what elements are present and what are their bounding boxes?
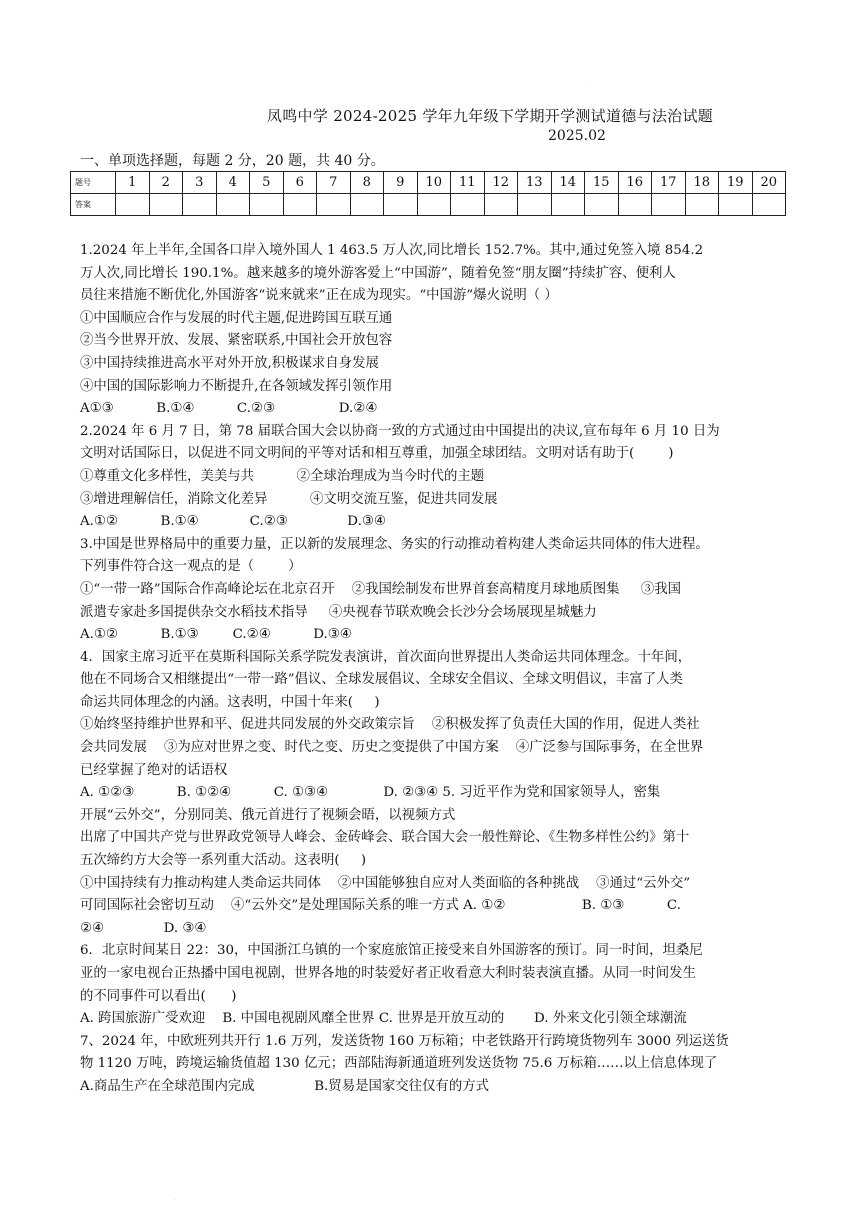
question-number-cell: 6 [283,172,317,194]
page-mark-bottom: · [174,1197,176,1203]
text-line: 万人次,同比增长 190.1%。越来越多的境外游客爱上“中国游”，随着免签“朋友圈”持续扩容、便利人 [80,265,676,281]
text-line: 他在不同场合又相继提出“一带一路”倡议、全球发展倡议、全球安全倡议、全球文明倡议，丰富了人类 [80,672,683,688]
text-line: 派遣专家赴多国提供杂交水稻技术指导 ④央视春节联欢晚会长沙分会场展现星城魅力 [80,604,597,620]
answer-cell[interactable] [417,194,451,216]
answer-cell[interactable] [719,194,753,216]
text-line: A. ①②③ B. ①②④ C. ①③④ D. ②③④ 5. 习近平作为党和国家领导人，密集 [80,785,661,801]
question-number-cell: 8 [350,172,384,194]
text-line: 物 1120 万吨，跨境运输货值超 130 亿元；西部陆海新通道班列发送货物 75.6 万标箱……以上信息体现了 [80,1056,718,1072]
text-line: 2.2024 年 6 月 7 日，第 78 届联合国大会以协商一致的方式通过由中国提出的决议,宣布每年 6 月 10 日为 [80,423,720,439]
answer-cell[interactable] [350,194,384,216]
text-line: ③增进理解信任，消除文化差异 ④文明交流互鉴，促进共同发展 [80,491,498,507]
question-number-cell: 19 [719,172,753,194]
text-line: A①③ B.①④ C.②③ D.②④ [80,401,378,417]
section-heading: 一、单项选择题，每题 2 分，20 题，共 40 分。 [80,153,385,169]
answer-cell[interactable] [551,194,585,216]
answer-cell[interactable] [384,194,418,216]
answer-table [70,171,786,216]
text-line: 下列事件符合这一观点的是（ ） [80,559,302,575]
text-line: 文明对话国际日，以促进不同文明间的平等对话和相互尊重，加强全球团结。文明对话有助于( ) [80,446,674,462]
text-line: ①“一带一路”国际合作高峰论坛在北京召开 ②我国绘制发布世界首套高精度月球地质图集 ③我国 [80,581,682,597]
text-line: 已经掌握了绝对的话语权 [80,762,228,778]
answer-cell[interactable] [183,194,217,216]
row-label-answer: 答案 [71,194,116,216]
answer-cell[interactable] [685,194,719,216]
question-number-cell: 16 [618,172,652,194]
question-number-cell: 2 [149,172,183,194]
text-line: ①尊重文化多样性，美美与共 ②全球治理成为当今时代的主题 [80,468,485,484]
text-line: 五次缔约方大会等一系列重大活动。这表明( ) [80,853,367,869]
text-line: ③中国持续推进高水平对外开放,积极谋求自身发展 [80,355,379,371]
text-line: ①中国顺应合作与发展的时代主题,促进跨国互联互通 [80,310,393,326]
answer-cell[interactable] [518,194,552,216]
answer-table-answer-row [71,194,786,216]
exam-date: 2025.02 [548,128,606,144]
question-number-cell: 14 [551,172,585,194]
question-number-cell: 4 [216,172,250,194]
exam-title: 凤鸣中学 2024-2025 学年九年级下学期开学测试道德与法治试题 [266,107,714,125]
answer-cell[interactable] [752,194,786,216]
text-line: ②④ D. ③④ [80,920,207,936]
answer-cell[interactable] [484,194,518,216]
text-line: A. 跨国旅游广受欢迎 B. 中国电视剧风靡全世界 C. 世界是开放互动的 D. 外来文化引领全球潮流 [80,1011,687,1027]
question-number-cell: 15 [585,172,619,194]
text-line: 命运共同体理念的内涵。这表明，中国十年来( ) [80,694,380,710]
text-line: ①中国持续有力推动构建人类命运共同体 ②中国能够独自应对人类面临的各种挑战 ③通过“云外交” [80,875,691,891]
answer-cell[interactable] [451,194,485,216]
page-mark: · [588,78,590,84]
text-line: 4．国家主席习近平在莫斯科国际关系学院发表演讲，首次面向世界提出人类命运共同体理念。十年间， [80,649,692,665]
answer-cell[interactable] [250,194,284,216]
question-number-cell: 7 [317,172,351,194]
text-line: ④中国的国际影响力不断提升,在各领域发挥引领作用 [80,378,393,394]
row-label-number: 题号 [71,172,116,194]
text-line: A.商品生产在全球范围内完成 B.贸易是国家交往仅有的方式 [80,1078,489,1094]
text-line: 出席了中国共产党与世界政党领导人峰会、金砖峰会、联合国大会一般性辩论、《生物多样性公约》第十 [80,830,690,846]
answer-cell[interactable] [283,194,317,216]
answer-cell[interactable] [149,194,183,216]
text-line: 开展“云外交”，分别同美、俄元首进行了视频会晤，以视频方式 [80,807,456,823]
question-number-cell: 12 [484,172,518,194]
text-line: A.①② B.①③ C.②④ D.③④ [80,627,352,643]
question-number-cell: 17 [652,172,686,194]
question-number-cell: 13 [518,172,552,194]
text-line: ②当今世界开放、发展、紧密联系,中国社会开放包容 [80,333,393,349]
answer-cell[interactable] [216,194,250,216]
text-line: A.①② B.①④ C.②③ D.③④ [80,514,386,530]
question-number-cell: 11 [451,172,485,194]
answer-cell[interactable] [652,194,686,216]
text-line: 员往来措施不断优化,外国游客“说来就来”正在成为现实。“中国游”爆火说明（ ） [80,288,558,304]
text-line: 亚的一家电视台正热播中国电视剧，世界各地的时装爱好者正收看意大利时装表演直播。从同一时间发生 [80,966,696,981]
answer-table-number-row [71,172,786,194]
answer-cell[interactable] [317,194,351,216]
text-line: 可同国际社会密切互动 ④“云外交”是处理国际关系的唯一方式 A. ①② B. ①③ C. [80,898,681,914]
question-number-cell: 20 [752,172,786,194]
text-line: 的不同事件可以看出( ) [80,988,237,1004]
question-number-cell: 10 [417,172,451,194]
answer-cell[interactable] [618,194,652,216]
text-line: 3.中国是世界格局中的重要力量，正以新的发展理念、务实的行动推动着构建人类命运共同体的伟大进程。 [80,536,709,552]
question-number-cell: 5 [250,172,284,194]
answer-cell[interactable] [116,194,150,216]
text-line: 7、2024 年，中欧班列共开行 1.6 万列，发送货物 160 万标箱；中老铁路开行跨境货物列车 3000 列运送货 [80,1033,729,1049]
question-number-cell: 9 [384,172,418,194]
text-line: 6．北京时间某日 22：30，中国浙江乌镇的一个家庭旅馆正接受来自外国游客的预订。同一时间，坦桑尼 [80,943,703,959]
text-line: ①始终坚持维护世界和平、促进共同发展的外交政策宗旨 ②积极发挥了负责任大国的作用，促进人类社 [80,717,700,733]
answer-cell[interactable] [585,194,619,216]
question-number-cell: 3 [183,172,217,194]
question-number-cell: 1 [116,172,150,194]
text-line: 会共同发展 ③为应对世界之变、时代之变、历史之变提供了中国方案 ④广泛参与国际事务，在全世界 [80,740,704,756]
question-number-cell: 18 [685,172,719,194]
question-body [80,240,796,1099]
text-line: 1.2024 年上半年,全国各口岸入境外国人 1 463.5 万人次,同比增长 152.7%。其中,通过免签入境 854.2 [80,243,704,258]
